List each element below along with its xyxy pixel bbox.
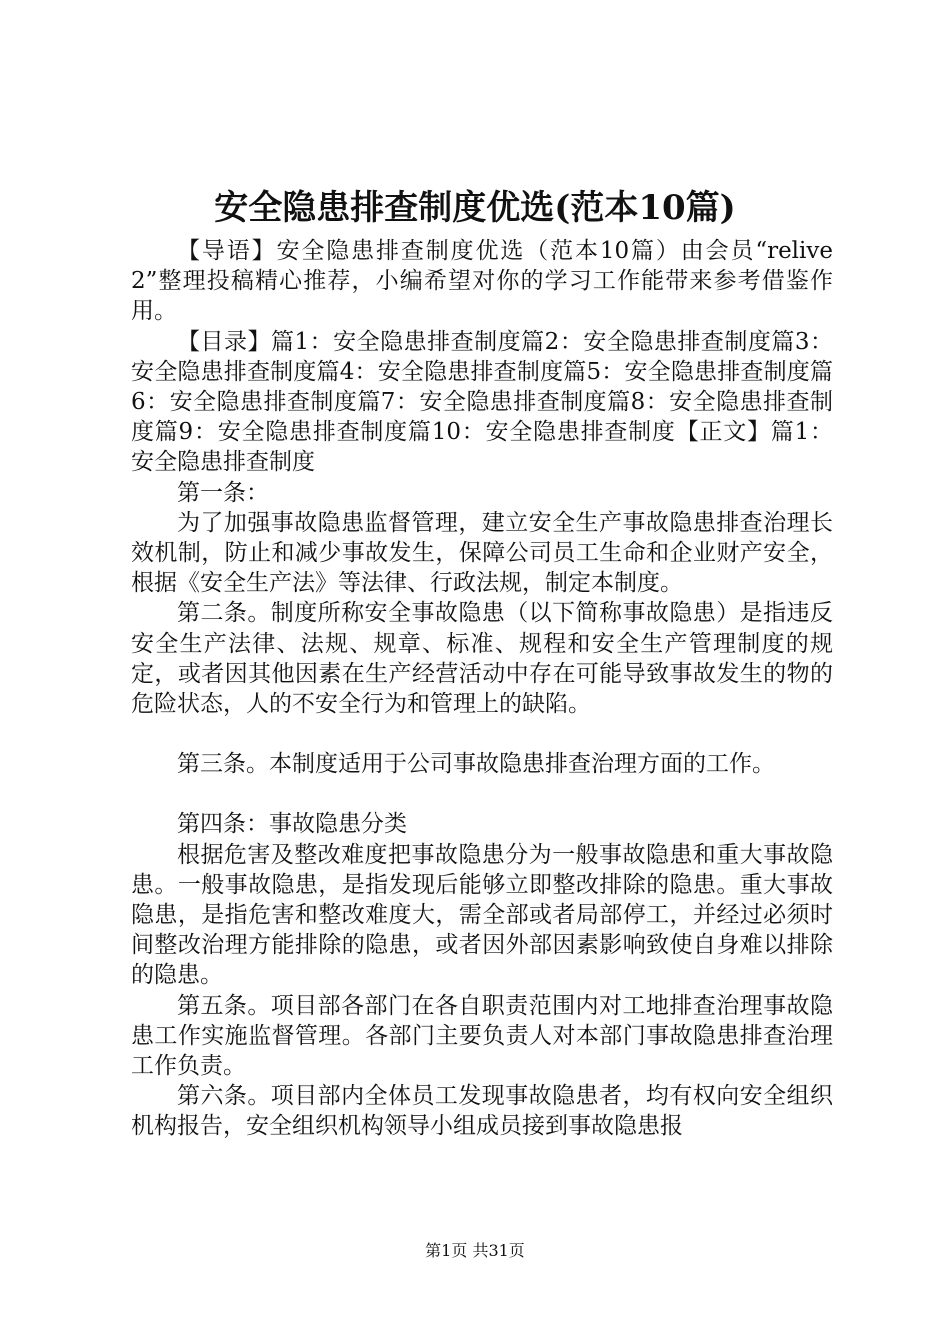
paragraph-article-3: 第三条。本制度适用于公司事故隐患排查治理方面的工作。 [177,751,775,778]
paragraph-article-5: 第五条。项目部各部门在各自职责范围内对工地排查治理事故隐患工作实施监督管理。各部门主要负责人对本部门事故隐患排查治理工作负责。 [131,992,833,1080]
document-body [131,236,833,1142]
paragraph-intro: 【导语】安全隐患排查制度优选（范本10篇）由会员“relive2”整理投稿精心推荐，小编希望对你的学习工作能带来参考借鉴作用。 [131,238,833,325]
paragraph-article-2: 第二条。制度所称安全事故隐患（以下简称事故隐患）是指违反安全生产法律、法规、规章、标准、规程和安全生产管理制度的规定，或者因其他因素在生产经营活动中存在可能导致事故发生的物的危险状态，人的不安全行为和管理上的缺陷。 [131,600,833,718]
paragraph-article-4-heading: 第四条：事故隐患分类 [177,811,407,838]
document-title: 安全隐患排查制度优选(范本10篇) [214,188,736,228]
paragraph-article-1: 为了加强事故隐患监督管理，建立安全生产事故隐患排查治理长效机制，防止和减少事故发生，保障公司员工生命和企业财产安全，根据《安全生产法》等法律、行政法规，制定本制度。 [131,509,833,597]
paragraph-article-6: 第六条。项目部内全体员工发现事故隐患者，均有权向安全组织机构报告，安全组织机构领导小组成员接到事故隐患报 [131,1083,833,1140]
paragraph-article-1-heading: 第一条： [177,479,269,506]
paragraph-article-4: 根据危害及整改难度把事故隐患分为一般事故隐患和重大事故隐患。一般事故隐患，是指发现后能够立即整改排除的隐患。重大事故隐患，是指危害和整改难度大，需全部或者局部停工，并经过必须时间整改治理方能排除的隐患，或者因外部因素影响致使自身难以排除的隐患。 [131,841,833,989]
page-number: 第1页 共31页 [425,1241,525,1260]
paragraph-contents: 【目录】篇1：安全隐患排查制度篇2：安全隐患排查制度篇3：安全隐患排查制度篇4：安全隐患排查制度篇5：安全隐患排查制度篇6：安全隐患排查制度篇7：安全隐患排查制度篇8：安全隐患排查制度篇9：安全隐患排查制度篇10：安全隐患排查制度【正文】篇1：安全隐患排查制度 [131,328,833,476]
